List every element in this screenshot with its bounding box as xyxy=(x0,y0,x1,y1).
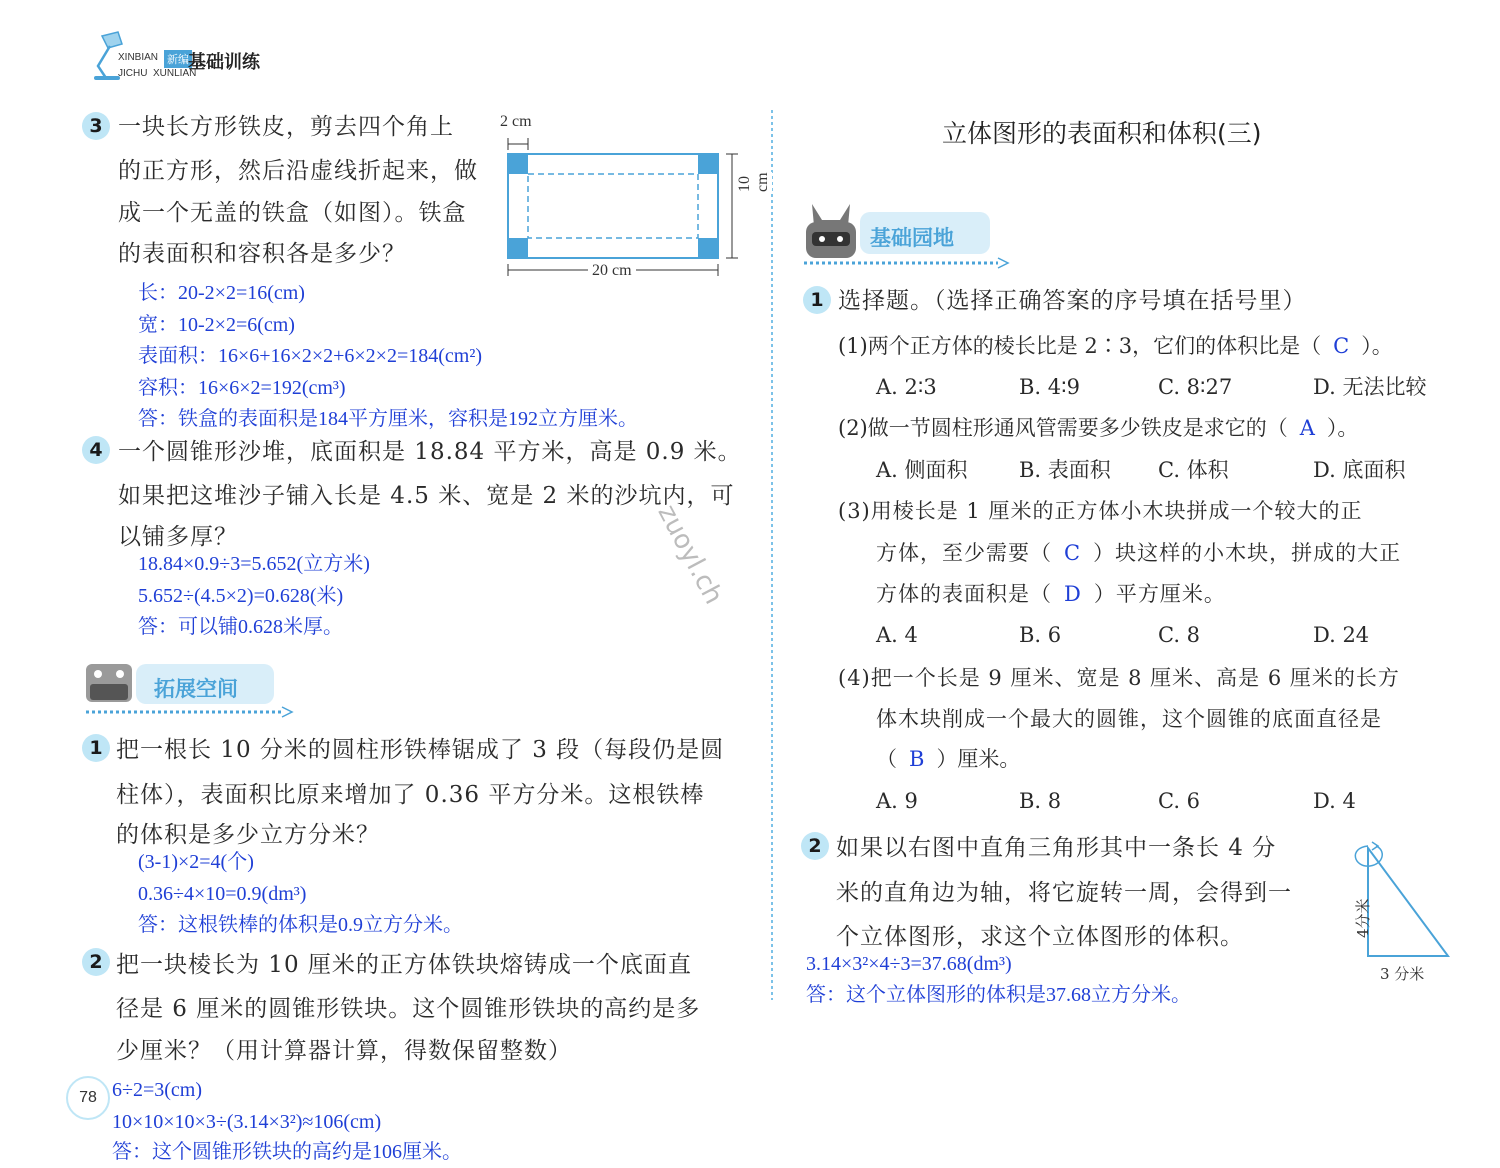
choice-1-answer: C xyxy=(1333,334,1350,358)
basic-question-1-heading: 选择题。（选择正确答案的序号填在括号里） xyxy=(838,288,1307,314)
question-3-line: 的表面积和容积各是多少？ xyxy=(118,241,406,267)
basic-question-2-line: 如果以右图中直角三角形其中一条长 4 分 xyxy=(836,835,1277,861)
choice-1-option-b: B. 4∶9 xyxy=(1019,375,1080,399)
answer-line: 答：这根铁棒的体积是0.9立方分米。 xyxy=(138,914,463,936)
answer-line: 答：这个立体图形的体积是37.68立方分米。 xyxy=(806,984,1191,1006)
choice-4-stem-line: （ B ）厘米。 xyxy=(876,747,1021,771)
page-number-text: 78 xyxy=(79,1089,97,1106)
section-badge-basic xyxy=(800,200,1015,272)
header-pinyin-bottom: JICHU XUNLIAN xyxy=(118,68,197,79)
choice-3-option-d: D. 24 xyxy=(1313,623,1370,647)
question-4-line: 以铺多厚？ xyxy=(118,524,238,550)
triangle-base-label: 3 分米 xyxy=(1380,965,1425,983)
answer-line: 答：可以铺0.628米厚。 xyxy=(138,616,343,638)
choice-2-stem: (2)做一节圆柱形通风管需要多少铁皮是求它的（ A ）。 xyxy=(838,416,1359,440)
section-title-basic: 基础园地 xyxy=(870,226,954,250)
mascot-icon xyxy=(800,200,862,262)
answer-line: 宽：10-2×2=6(cm) xyxy=(138,314,295,336)
choice-2-option-b: B. 表面积 xyxy=(1019,458,1111,482)
answer-line: 5.652÷(4.5×2)=0.628(米) xyxy=(138,585,344,607)
answer-line: 0.36÷4×10=0.9(dm³) xyxy=(138,883,307,905)
answer-line: 容积：16×6×2=192(cm³) xyxy=(138,377,346,399)
triangle-figure xyxy=(1340,836,1460,986)
choice-3-stem-line: 方体的表面积是（ D ）平方厘米。 xyxy=(876,582,1226,606)
choice-4-answer: B xyxy=(909,747,925,771)
choice-1-option-d: D. 无法比较 xyxy=(1313,375,1427,399)
header-tag: 新编 xyxy=(164,50,192,68)
choice-4-option-b: B. 8 xyxy=(1019,789,1062,813)
section-badge-extend xyxy=(80,658,295,720)
basic-question-2-line: 个立体图形，求这个立体图形的体积。 xyxy=(836,924,1244,950)
choice-3-option-a: A. 4 xyxy=(876,623,918,647)
figure-height-label: 10 cm xyxy=(736,172,771,192)
choice-4-option-d: D. 4 xyxy=(1313,789,1356,813)
question-4-line: 一个圆锥形沙堆，底面积是 18.84 平方米，高是 0.9 米。 xyxy=(118,439,742,465)
extend-question-1-line: 把一根长 10 分米的圆柱形铁棒锯成了 3 段（每段仍是圆 xyxy=(116,737,725,763)
answer-line: (3-1)×2=4(个) xyxy=(138,851,254,873)
choice-3-option-c: C. 8 xyxy=(1158,623,1201,647)
header-pinyin-top: XINBIAN xyxy=(118,52,159,63)
choice-2-answer: A xyxy=(1299,416,1315,440)
answer-line: 18.84×0.9÷3=5.652(立方米) xyxy=(138,553,370,575)
answer-line: 10×10×10×3÷(3.14×3²)≈106(cm) xyxy=(112,1111,382,1133)
header-logo xyxy=(88,30,268,82)
choice-4-stem-line: (4)把一个长是 9 厘米、宽是 8 厘米、高是 6 厘米的长方 xyxy=(838,666,1400,690)
choice-1-stem: (1)两个正方体的棱长比是 2∶3，它们的体积比是（ C ）。 xyxy=(838,334,1393,358)
answer-line: 3.14×3²×4÷3=37.68(dm³) xyxy=(806,953,1012,975)
basic-question-1-number: 1 xyxy=(803,286,831,314)
choice-3-stem-line: (3)用棱长是 1 厘米的正方体小木块拼成一个较大的正 xyxy=(838,499,1363,523)
question-4-number: 4 xyxy=(82,436,110,464)
triangle-side-label: 4分米 xyxy=(1354,898,1372,938)
header-title: 基础训练 xyxy=(188,52,260,73)
extend-question-2-line: 把一块棱长为 10 厘米的正方体铁块熔铸成一个底面直 xyxy=(116,952,692,978)
answer-line: 答：这个圆锥形铁块的高约是106厘米。 xyxy=(112,1141,462,1163)
choice-2-option-a: A. 侧面积 xyxy=(876,458,968,482)
question-3-line: 成一个无盖的铁盒（如图）。铁盒 xyxy=(118,200,467,226)
section-title-extend: 拓展空间 xyxy=(154,677,238,701)
question-3-line: 一块长方形铁皮，剪去四个角上 xyxy=(118,114,454,140)
question-3-line: 的正方形，然后沿虚线折起来，做 xyxy=(118,158,478,184)
choice-3-answer-count: C xyxy=(1064,541,1082,565)
choice-1-option-a: A. 2∶3 xyxy=(876,375,937,399)
answer-line: 表面积：16×6+16×2×2+6×2×2=184(cm²) xyxy=(138,345,482,367)
choice-2-option-d: D. 底面积 xyxy=(1313,458,1406,482)
question-3-number: 3 xyxy=(82,112,110,140)
figure-corner-label: 2 cm xyxy=(500,113,532,130)
answer-line: 6÷2=3(cm) xyxy=(112,1079,203,1101)
extend-question-2-number: 2 xyxy=(82,948,110,976)
extend-question-1-line: 柱体），表面积比原来增加了 0.36 平方分米。这根铁棒 xyxy=(116,782,705,808)
extend-question-1-line: 的体积是多少立方分米？ xyxy=(116,822,380,848)
choice-3-stem-line: 方体，至少需要（ C ）块这样的小木块，拼成的大正 xyxy=(876,541,1402,565)
basic-question-2-number: 2 xyxy=(801,832,829,860)
choice-4-option-c: C. 6 xyxy=(1158,789,1201,813)
extend-question-1-number: 1 xyxy=(82,734,110,762)
answer-line: 答：铁盒的表面积是184平方厘米，容积是192立方厘米。 xyxy=(138,408,638,430)
robot-icon xyxy=(80,660,140,710)
extend-question-2-line: 径是 6 厘米的圆锥形铁块。这个圆锥形铁块的高约是多 xyxy=(116,996,701,1022)
page-number xyxy=(66,1076,110,1120)
choice-1-option-c: C. 8∶27 xyxy=(1158,375,1233,399)
sheet-figure xyxy=(496,110,771,285)
answer-line: 长：20-2×2=16(cm) xyxy=(138,282,305,304)
page-title: 立体图形的表面积和体积(三) xyxy=(942,119,1262,148)
choice-3-option-b: B. 6 xyxy=(1019,623,1062,647)
extend-question-2-line: 少厘米？（用计算器计算，得数保留整数） xyxy=(116,1038,572,1064)
basic-question-2-line: 米的直角边为轴，将它旋转一周，会得到一 xyxy=(836,880,1292,906)
choice-3-answer-area: D xyxy=(1064,582,1082,606)
question-4-line: 如果把这堆沙子铺入长是 4.5 米、宽是 2 米的沙坑内，可 xyxy=(118,483,735,509)
figure-width-label: 20 cm xyxy=(588,262,636,280)
choice-4-option-a: A. 9 xyxy=(876,789,918,813)
choice-2-option-c: C. 体积 xyxy=(1158,458,1229,482)
watermark: zuoyl.ch xyxy=(651,500,729,610)
center-divider xyxy=(764,110,780,1000)
choice-4-stem-line: 体木块削成一个最大的圆锥，这个圆锥的底面直径是 xyxy=(876,707,1382,731)
